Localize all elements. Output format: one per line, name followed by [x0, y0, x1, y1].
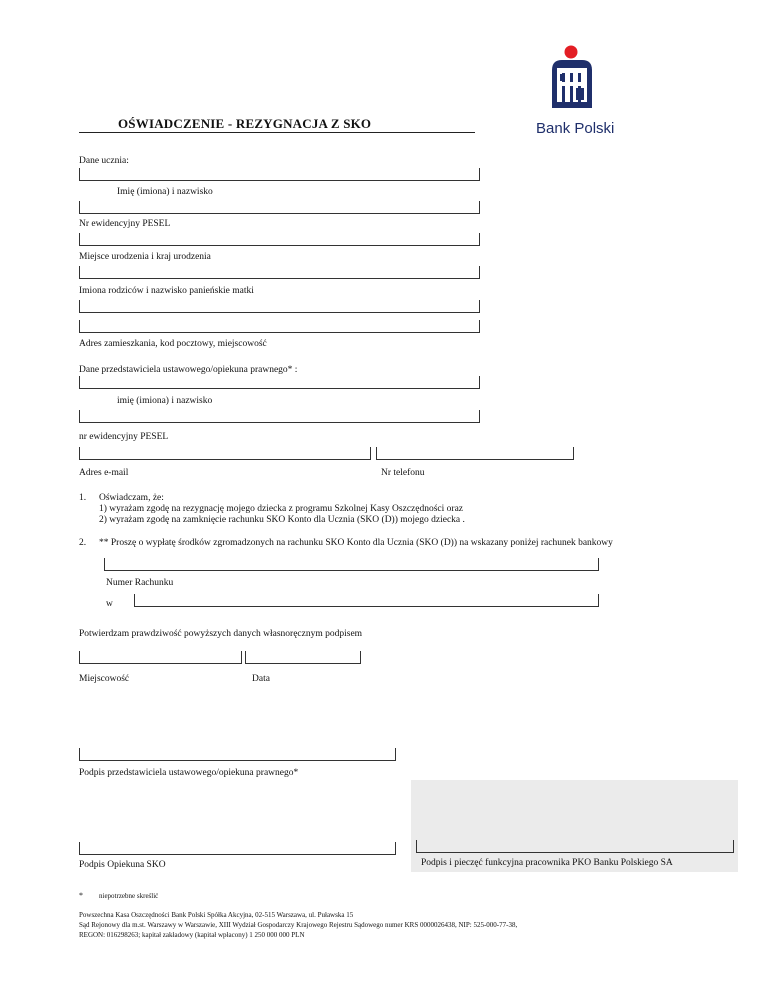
pko-logo [548, 44, 608, 114]
employee-signature-field[interactable] [416, 840, 734, 853]
guardian-phone-label: Nr telefonu [381, 468, 425, 478]
statement-1-sub-1: 1) wyrażam zgodę na rezygnację mojego dziecka z programu Szkolnej Kasy Oszczędności oraz [99, 504, 464, 514]
statement-2-text: ** Proszę o wypłatę środków zgromadzonych na rachunku SKO Konto dla Ucznia (SKO (D)) na wskazany poniżej rachunek bankowy [99, 538, 613, 548]
guardian-email-field[interactable] [79, 447, 371, 460]
document-title: OŚWIADCZENIE - REZYGNACJA Z SKO [118, 116, 372, 131]
employee-signature-label: Podpis i pieczęć funkcyjna pracownika PKO Banku Polskiego SA [421, 858, 673, 868]
student-parents-field-2[interactable] [79, 300, 480, 313]
company-footer [79, 910, 517, 940]
footer-line-1: Powszechna Kasa Oszczędności Bank Polski Spółka Akcyjna, 02-515 Warszawa, ul. Puławska 15 [79, 911, 354, 919]
place-field[interactable] [79, 651, 242, 664]
confirmation-text: Potwierdzam prawdziwość powyższych danych własnoręcznym podpisem [79, 629, 363, 639]
guardian-pesel-label: nr ewidencyjny PESEL [79, 432, 169, 442]
footnote-mark: * [79, 891, 83, 900]
student-pesel-label: Nr ewidencyjny PESEL [79, 219, 171, 229]
bank-prefix-label: w [106, 599, 113, 609]
footnote-text: niepotrzebne skreślić [99, 892, 159, 900]
guardian-pesel-field[interactable] [79, 410, 480, 423]
student-name-label: Imię (imiona) i nazwisko [117, 187, 213, 197]
student-birthplace-label: Miejsce urodzenia i kraj urodzenia [79, 252, 211, 262]
account-number-label: Numer Rachunku [106, 578, 174, 588]
guardian-email-label: Adres e-mail [79, 468, 129, 478]
title-divider [79, 132, 475, 133]
place-label: Miejscowość [79, 674, 130, 684]
account-number-field[interactable] [104, 558, 599, 571]
guardian-name-field[interactable] [79, 376, 480, 389]
student-birthplace-field[interactable] [79, 233, 480, 246]
student-address-field[interactable] [79, 320, 480, 333]
statement-2-number: 2. [79, 538, 87, 548]
statement-1-number: 1. [79, 493, 87, 503]
sko-signature-field[interactable] [79, 842, 396, 855]
guardian-name-label: imię (imiona) i nazwisko [117, 396, 213, 406]
student-address-label: Adres zamieszkania, kod pocztowy, miejscowość [79, 339, 267, 349]
footer-line-2: Sąd Rejonowy dla m.st. Warszawy w Warszawie, XIII Wydział Gospodarczy Krajowego Rejestru Sądowego numer KRS 0000026438, NIP: 525-000-77-38, [79, 921, 518, 929]
student-pesel-field[interactable] [79, 201, 480, 214]
date-field[interactable] [245, 651, 361, 664]
student-section-label: Dane ucznia: [79, 156, 129, 166]
date-label: Data [252, 674, 270, 684]
bank-name-field[interactable] [134, 594, 599, 607]
guardian-phone-field[interactable] [376, 447, 574, 460]
statement-1-sub-2: 2) wyrażam zgodę na zamknięcie rachunku SKO Konto dla Ucznia (SKO (D)) mojego dziecka . [99, 515, 465, 525]
footer-line-3: REGON: 016298263; kapitał zakładowy (kapitał wpłacony) 1 250 000 000 PLN [79, 931, 305, 939]
student-parents-field[interactable] [79, 266, 480, 279]
statement-1-text: Oświadczam, że: [99, 493, 164, 503]
sko-signature-label: Podpis Opiekuna SKO [79, 860, 166, 870]
bank-name: Bank Polski [536, 120, 615, 137]
guardian-signature-label: Podpis przedstawiciela ustawowego/opiekuna prawnego* [79, 768, 299, 778]
pko-logo-icon [548, 44, 608, 114]
guardian-section-label: Dane przedstawiciela ustawowego/opiekuna prawnego* : [79, 365, 298, 375]
student-parents-label: Imiona rodziców i nazwisko panieńskie matki [79, 286, 254, 296]
guardian-signature-field[interactable] [79, 748, 396, 761]
student-name-field[interactable] [79, 168, 480, 181]
